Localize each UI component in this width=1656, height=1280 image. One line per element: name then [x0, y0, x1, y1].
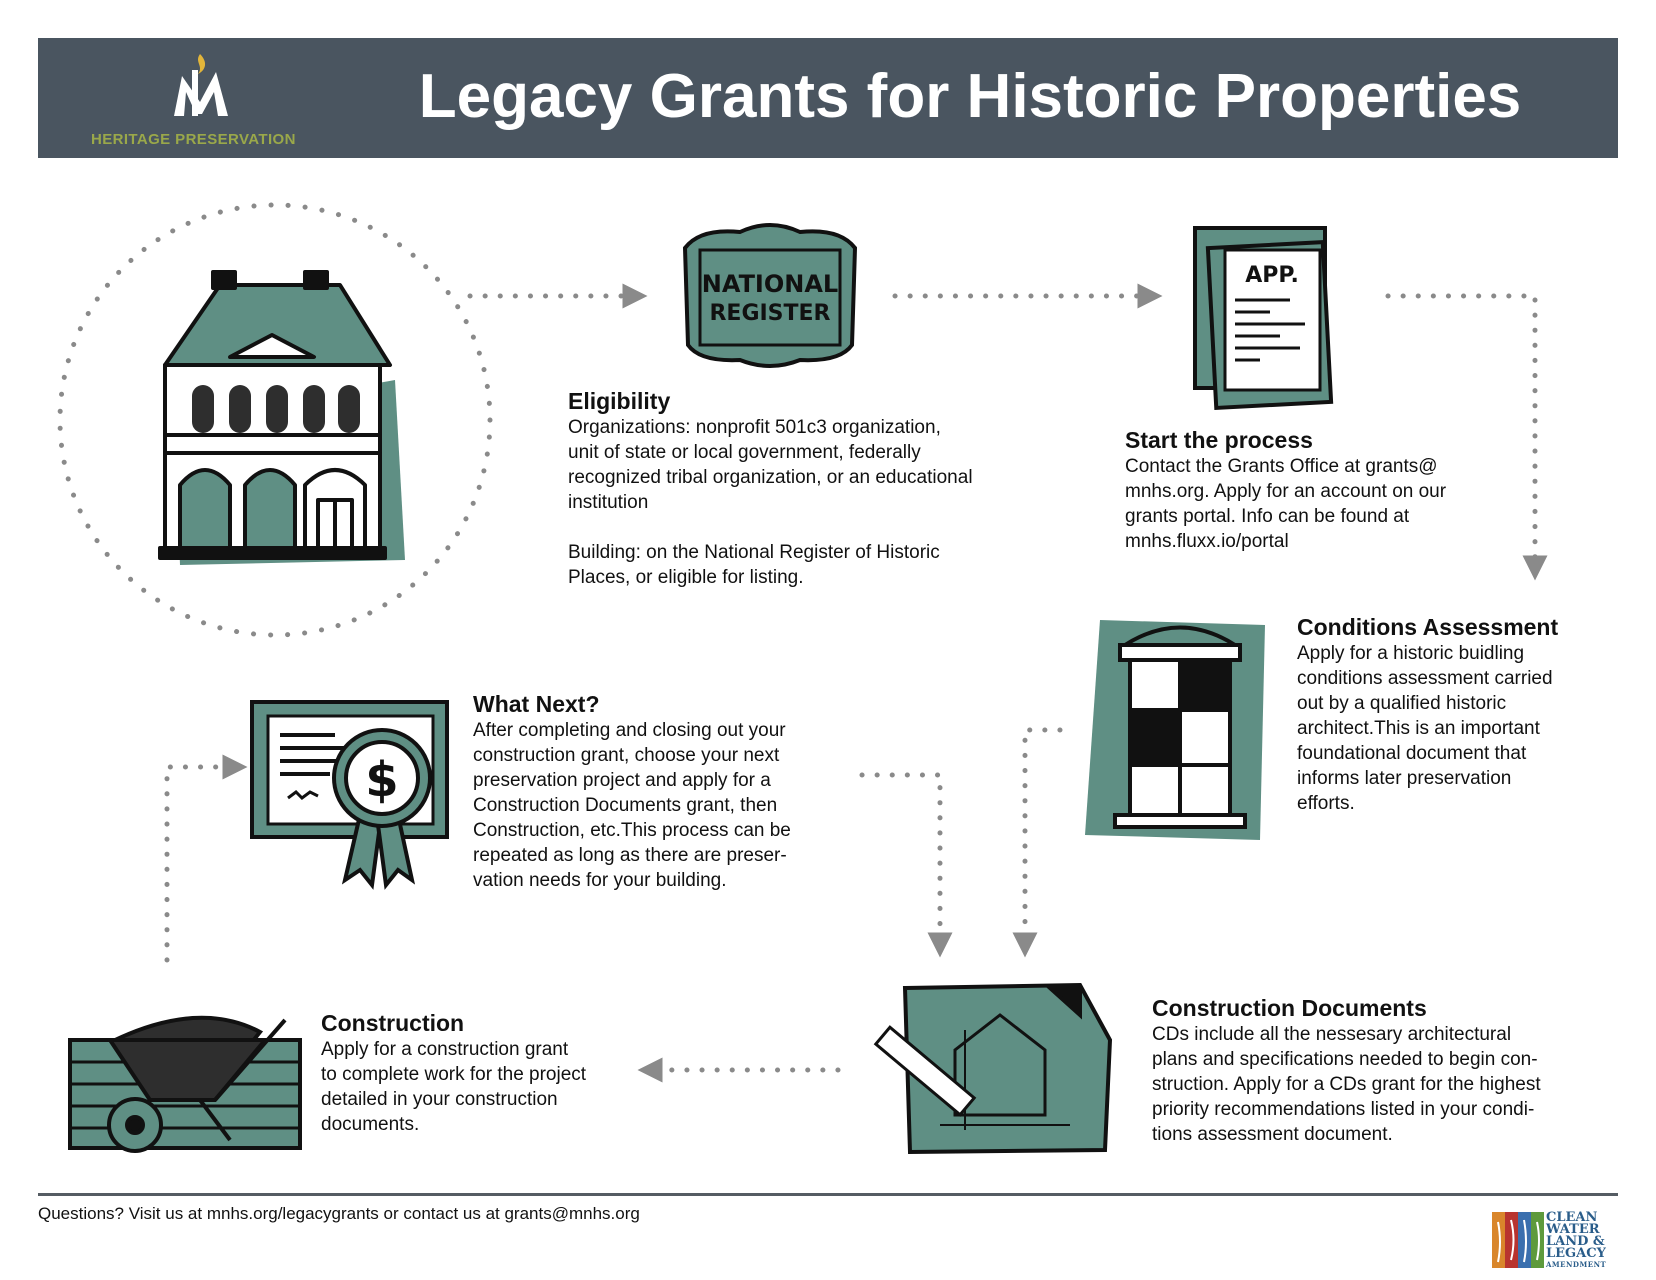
step-construction-documents [1152, 994, 1612, 1147]
partner-line-4: LEGACY [1546, 1246, 1606, 1261]
register-line1: NATIONAL [701, 270, 839, 298]
connector-conditions-to-cds [1025, 730, 1060, 945]
conditions-body: Apply for a historic buidling conditions assessment carried out by a qualified historic architect.This is an important foundational document that informs later preservation efforts. [1297, 643, 1553, 814]
eligibility-title: Eligibility [568, 388, 671, 414]
conditions-title: Conditions Assessment [1297, 614, 1559, 640]
step-conditions-assessment [1297, 613, 1627, 816]
step-eligibility [568, 387, 1038, 590]
partner-line-3: LAND & [1546, 1234, 1605, 1249]
historic-building-icon [160, 272, 405, 565]
eligibility-body: Organizations: nonprofit 501c3 organization, unit of state or local government, federally recognized tribal organization, or an educational institution Building: on the National Register of Historic Places, or eligible for listing. [568, 417, 973, 588]
page-title: Legacy Grants for Historic Properties [418, 62, 1522, 131]
app-label: APP. [1245, 263, 1299, 288]
construction-body: Apply for a construction grant to complete work for the project detailed in your construction documents. [321, 1039, 587, 1135]
construction-title: Construction [321, 1010, 465, 1036]
step-construction [321, 1009, 641, 1137]
footer-contact-text: Questions? Visit us at mnhs.org/legacygrants or contact us at grants@mnhs.org [38, 1204, 640, 1223]
what-next-title: What Next? [473, 691, 600, 717]
start-body: Contact the Grants Office at grants@ mnhs.org. Apply for an account on our grants portal. Info can be found at mnhs.fluxx.io/portal [1125, 456, 1447, 552]
partner-line-2: WATER [1546, 1222, 1600, 1237]
grant-certificate-icon [252, 702, 447, 885]
svg-text:$: $ [365, 752, 399, 808]
step-what-next [473, 690, 873, 893]
connector-construction-to-whatnext [167, 767, 235, 960]
partner-line-5: AMENDMENT [1546, 1260, 1607, 1269]
historic-window-icon [1085, 620, 1265, 840]
application-documents-icon [1195, 228, 1331, 408]
national-register-sign-icon [685, 225, 855, 366]
start-title: Start the process [1125, 427, 1313, 453]
cds-body: CDs include all the nessesary architectural plans and specifications needed to begin con- struction. Apply for a CDs grant for the highest priority recommendations listed in your condi- tions assessment document. [1152, 1024, 1541, 1145]
step-start-process [1125, 426, 1525, 554]
cds-title: Construction Documents [1152, 995, 1427, 1021]
wheelbarrow-icon [70, 1018, 300, 1151]
what-next-body: After completing and closing out your construction grant, choose your next preservation project and apply for a Construction Documents grant, then Construction, etc.This process can be repeated as long as there are preser- vation needs for your building. [473, 720, 791, 891]
connector-whatnext-to-cds [862, 775, 940, 945]
legacy-amendment-text [1546, 1212, 1612, 1269]
register-line2: REGISTER [709, 301, 831, 326]
legacy-amendment-logo-icon [1492, 1212, 1544, 1268]
footer-divider [38, 1193, 1618, 1196]
logo-text: HERITAGE PRESERVATION [91, 131, 296, 148]
partner-line-1: CLEAN [1546, 1210, 1598, 1225]
blueprint-plans-icon [876, 985, 1110, 1152]
